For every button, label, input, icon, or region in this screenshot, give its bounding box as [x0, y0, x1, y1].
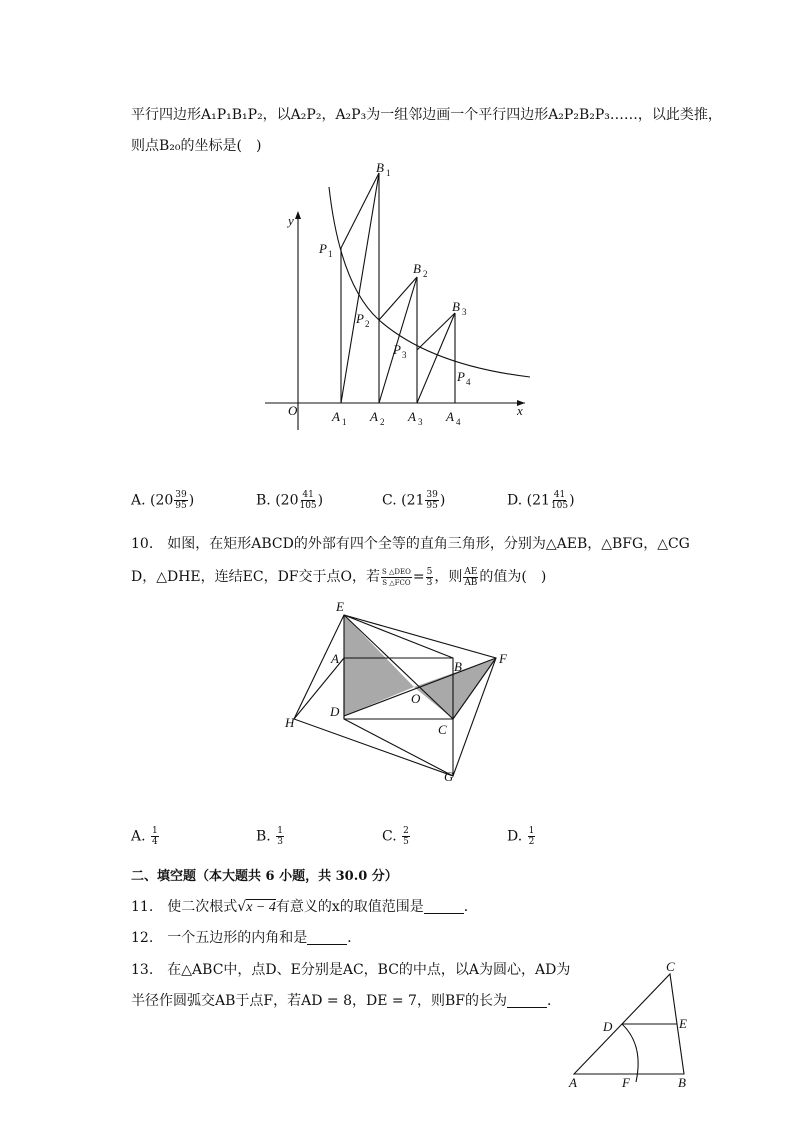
point-a-label: A: [569, 1075, 577, 1090]
hyperbola-curve: [329, 187, 530, 377]
q13-answer-blank[interactable]: [507, 993, 547, 1008]
y-axis-label: y: [288, 213, 294, 228]
point-c-label: C: [438, 722, 447, 737]
x-axis-label: x: [517, 403, 523, 418]
point-b-label: B: [678, 1075, 686, 1090]
svg-text:4: 4: [466, 377, 471, 387]
q13-figure: [560, 955, 710, 1095]
q9-text-line1: 平行四边形A₁P₁B₁P₂，以A₂P₂，A₂P₃为一组邻边画一个平行四边形A₂P₂B₂P₃……，以此类推，: [131, 107, 722, 123]
svg-text:1: 1: [386, 168, 391, 178]
a2-label: A: [370, 409, 378, 424]
q9-option-d[interactable]: D. (21 $\frac{41}{105}$ ): [507, 490, 575, 511]
svg-text:2: 2: [365, 319, 370, 329]
p1-label: P: [319, 241, 327, 256]
q12-text: 12. 一个五边形的内角和是 ．: [131, 930, 362, 946]
q10-option-c[interactable]: C. $\frac{2}{5}$: [382, 826, 409, 847]
a1-label: A: [332, 409, 340, 424]
b2-label: B: [413, 261, 421, 276]
point-a-label: A: [331, 651, 339, 666]
q12-answer-blank[interactable]: [307, 930, 347, 945]
radical-sign: √: [237, 899, 247, 915]
q10-text-line1: 10. 如图，在矩形ABCD的外部有四个全等的直角三角形，分别为△AEB，△BFG，△CG: [131, 536, 690, 552]
point-e-label: E: [679, 1016, 687, 1031]
q9-figure: [255, 155, 545, 430]
point-h-label: H: [285, 715, 295, 730]
svg-text:1: 1: [328, 249, 333, 259]
svg-text:3: 3: [418, 417, 423, 427]
q9-text-line2: 则点B₂₀的坐标是( ): [131, 138, 262, 154]
svg-text:2: 2: [380, 417, 385, 427]
point-b-label: B: [454, 659, 462, 674]
q9-option-a[interactable]: A. (20 $\frac{39}{95}$ ): [131, 490, 195, 511]
q9-option-c[interactable]: C. (21 $\frac{39}{95}$ ): [382, 490, 446, 511]
q11-answer-blank[interactable]: [424, 899, 464, 914]
svg-text:2: 2: [423, 269, 428, 279]
a4-label: A: [446, 409, 454, 424]
q13-text-line1: 13. 在△ABC中，点D、E分别是AC，BC的中点，以A为圆心，AD为: [131, 962, 571, 978]
b1-label: B: [376, 160, 384, 175]
point-o-label: O: [411, 691, 421, 706]
p4-label: P: [457, 369, 465, 384]
p2-label: P: [356, 311, 364, 326]
b3-label: B: [452, 299, 460, 314]
q10-text-line2: D，△DHE，连结EC，DF交于点O，若 $\frac{\text{S △DEO}}{\text{S △FCO}}$ = $\frac{5}{3}$ ，则 $\frac{AE}{AB}$ 的值为( ): [131, 566, 547, 588]
svg-text:3: 3: [402, 350, 407, 360]
point-e-label: E: [336, 599, 344, 614]
svg-text:3: 3: [462, 307, 467, 317]
a3-label: A: [408, 409, 416, 424]
point-g-label: G: [444, 769, 454, 784]
origin-label: O: [288, 403, 298, 418]
svg-text:4: 4: [456, 417, 461, 427]
q9-option-b[interactable]: B. (20 $\frac{41}{105}$ ): [256, 490, 324, 511]
q11-text: 11. 使二次根式√x − 4有意义的x的取值范围是 ．: [131, 899, 478, 915]
q13-text-line2: 半径作圆弧交AB于点F，若AD = 8，DE = 7，则BF的长为 ．: [131, 993, 561, 1009]
q10-option-d[interactable]: D. $\frac{1}{2}$: [507, 826, 535, 847]
section-heading-fill-in: 二、填空题（本大题共 6 小题，共 30.0 分）: [131, 869, 398, 884]
p3-label: P: [393, 342, 401, 357]
point-c-label: C: [666, 959, 675, 974]
q10-option-b[interactable]: B. $\frac{1}{3}$: [256, 826, 283, 847]
svg-text:1: 1: [342, 417, 347, 427]
point-d-label: D: [603, 1019, 613, 1034]
point-f-label: F: [622, 1075, 630, 1090]
shaded-triangle-deo: [344, 615, 414, 716]
q10-option-a[interactable]: A. $\frac{1}{4}$: [131, 826, 158, 847]
point-f-label: F: [499, 651, 507, 666]
point-d-label: D: [330, 704, 340, 719]
q10-figure: [280, 595, 520, 790]
